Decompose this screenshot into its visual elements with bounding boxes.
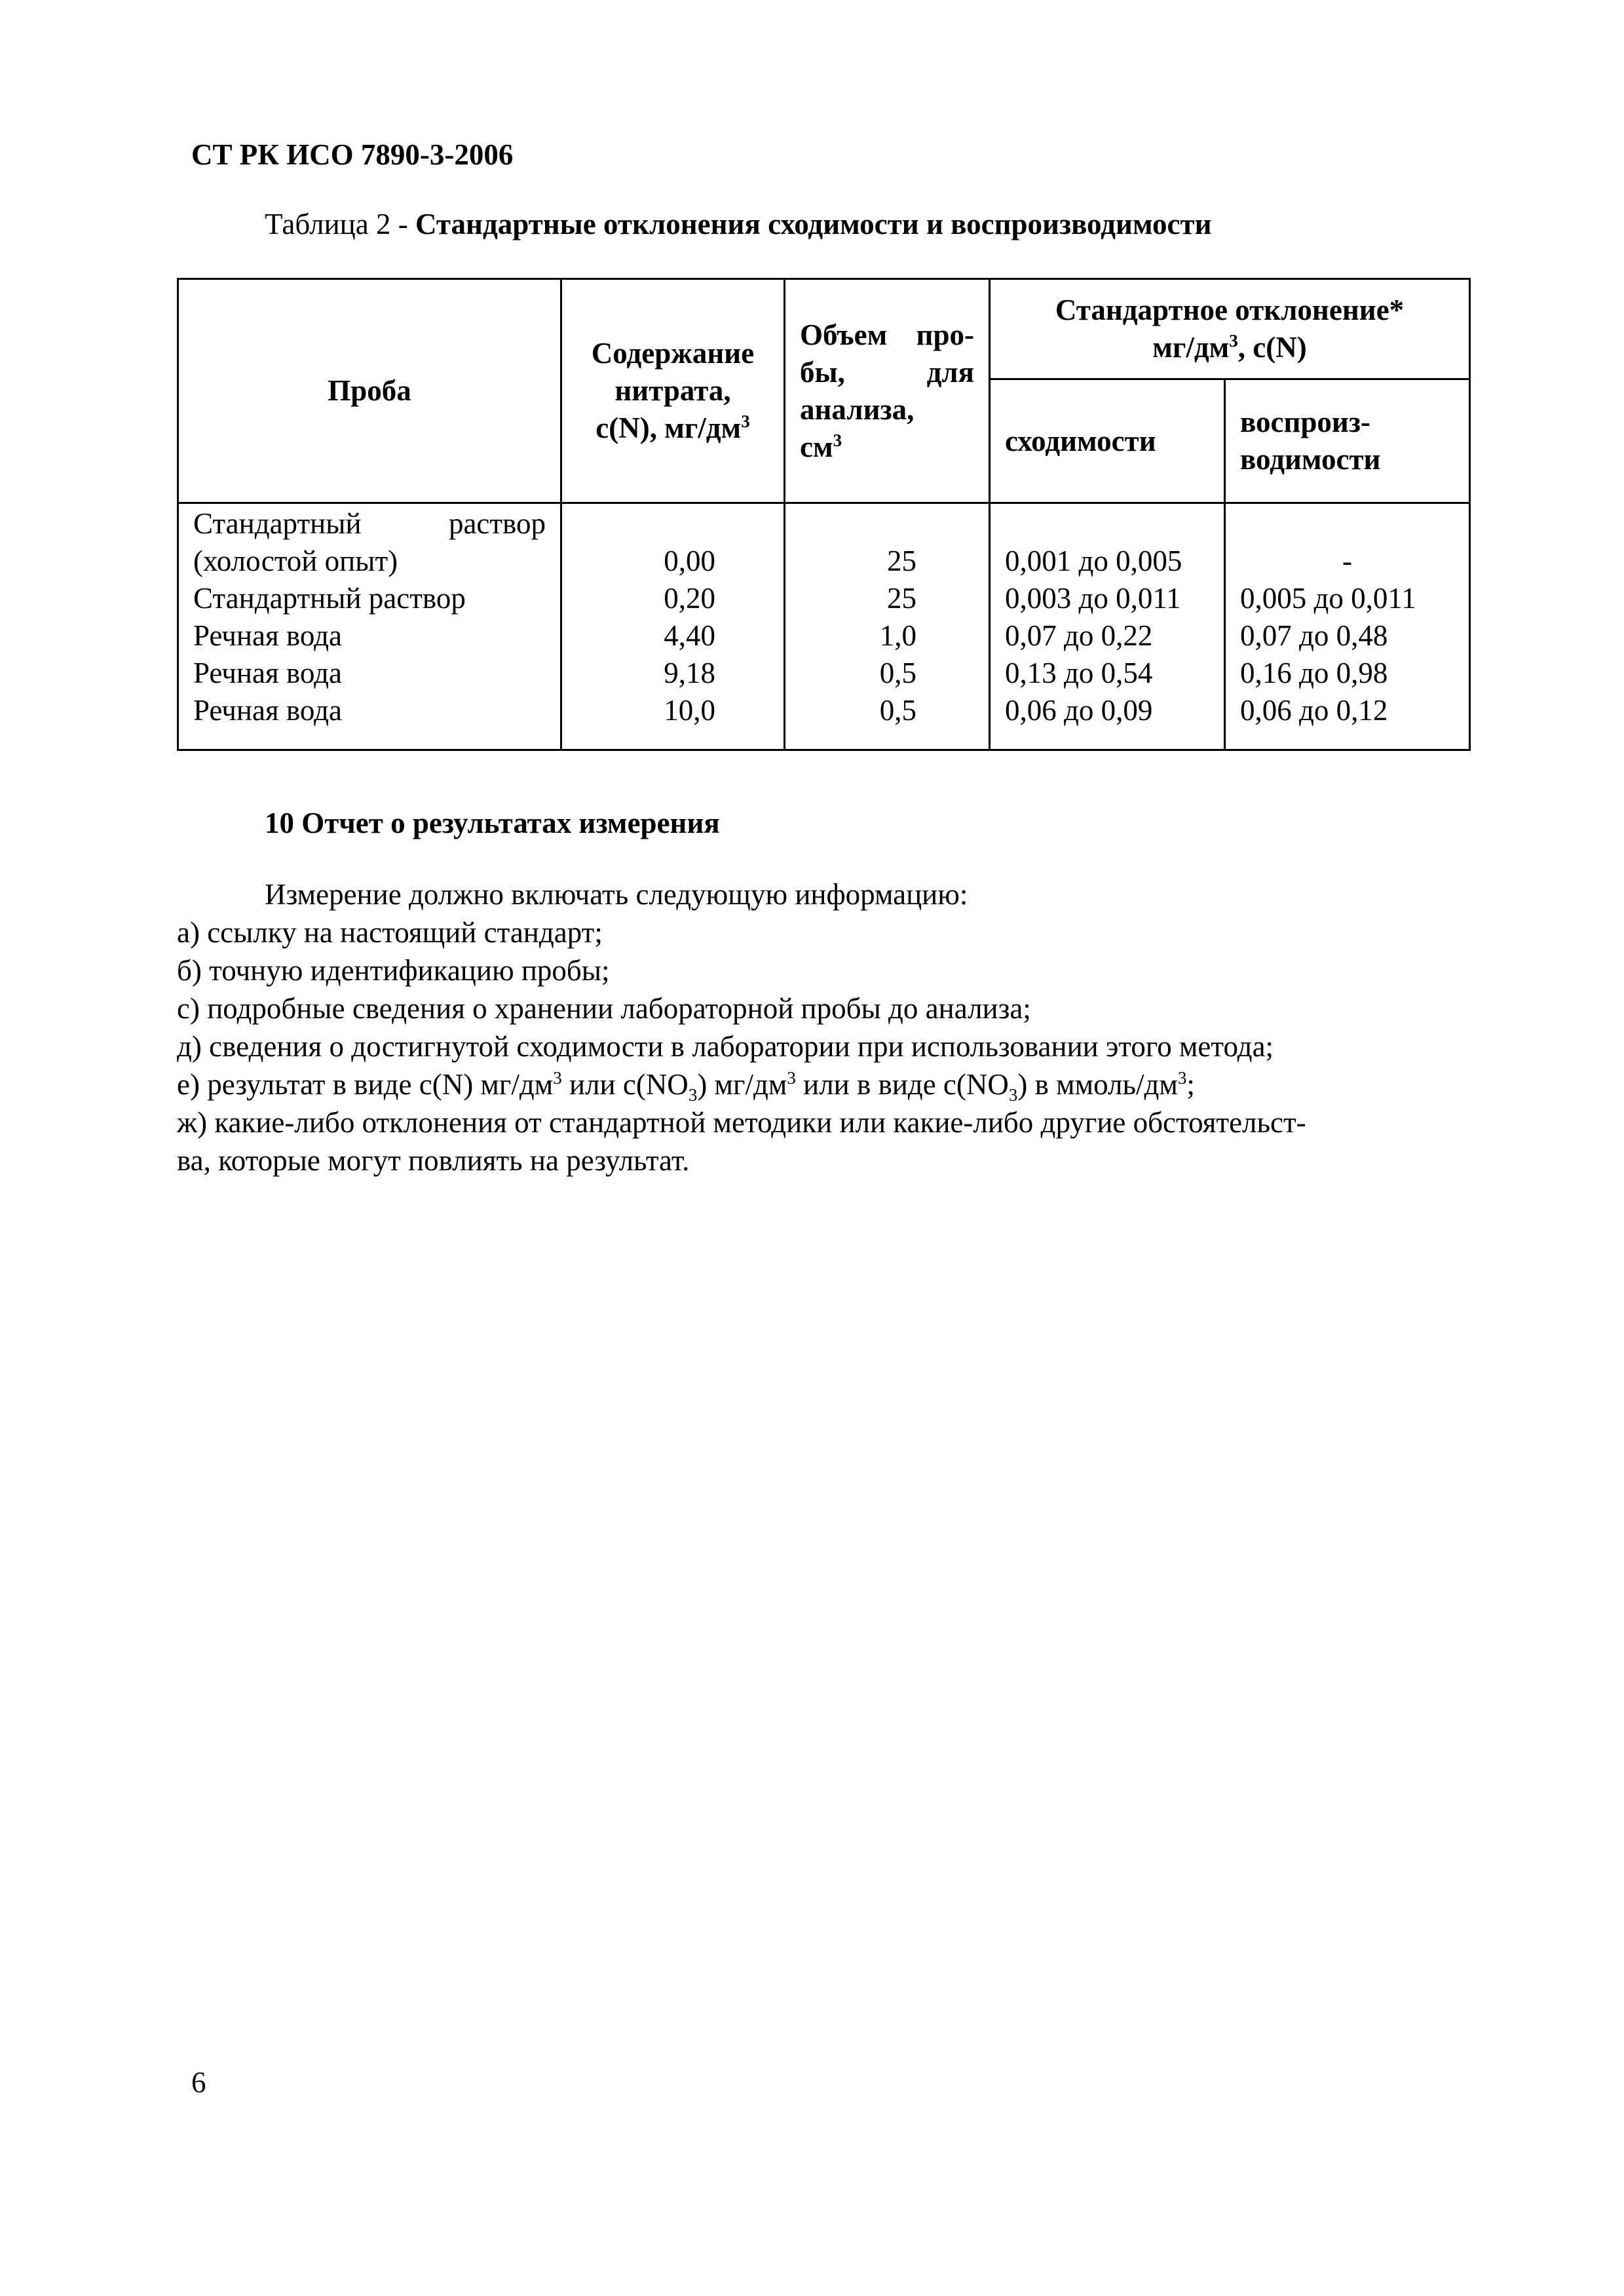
header-std-line2 (1005, 329, 1454, 366)
report-intro: Измерение должно включать следующую информацию: (265, 878, 968, 911)
reproducibility-row5: 0,06 до 0,12 (1240, 694, 1388, 727)
report-item-b: б) точную идентификацию пробы; (177, 954, 610, 987)
header-volume-sup: 3 (833, 430, 842, 450)
item-e-part1: е) результат в виде c(N) мг/дм (177, 1068, 554, 1101)
repeatability-row5: 0,06 до 0,09 (1005, 694, 1153, 727)
header-content-sup: 3 (741, 411, 750, 431)
item-e-sup1: 3 (553, 1068, 562, 1088)
probe-row2: Стандартный раствор (193, 582, 466, 615)
report-item-c: с) подробные сведения о хранении лабораторной пробы до анализа; (177, 992, 1031, 1025)
report-item-e (177, 1065, 1474, 1103)
probe-row3: Речная вода (193, 619, 342, 652)
repeatability-row1: 0,001 до 0,005 (1005, 545, 1182, 577)
header-content-line1: Содержание (591, 337, 755, 370)
item-e-part3: ) мг/дм (697, 1068, 787, 1101)
column-reproducibility (1225, 503, 1470, 750)
report-item-d: д) сведения о достигнутой сходимости в лаборатории при использовании этого метода; (177, 1030, 1274, 1063)
report-requirements (177, 875, 1474, 1179)
content-row4: 9,18 (664, 657, 715, 689)
item-e-part6: ; (1186, 1068, 1195, 1101)
volume-row5: 0,5 (879, 694, 916, 727)
header-volume-line1 (800, 316, 974, 354)
header-reproducibility (1225, 379, 1470, 503)
header-volume-word1: Объем (800, 318, 888, 351)
reproducibility-row2: 0,005 до 0,011 (1240, 582, 1416, 615)
table-header-row (178, 279, 1470, 379)
reproducibility-row3: 0,07 до 0,48 (1240, 619, 1388, 652)
section-heading: 10 Отчет о результатах измерения (265, 807, 720, 839)
header-std-unit: мг/дм (1152, 331, 1230, 364)
header-volume-line4 (800, 429, 974, 466)
header-content-line3 (576, 410, 769, 447)
deviation-table (177, 278, 1471, 751)
item-e-part2: или c(NO (561, 1068, 689, 1101)
page-number: 6 (191, 2066, 206, 2099)
content-row5: 10,0 (664, 694, 715, 727)
header-probe: Проба (178, 279, 561, 503)
header-repeatability: сходимости (990, 379, 1225, 503)
header-volume-word4: для (926, 355, 974, 389)
item-e-sub2: 3 (1008, 1085, 1018, 1105)
header-std-sup: 3 (1229, 331, 1238, 351)
repeatability-spacer (1005, 505, 1209, 543)
content-row3: 4,40 (664, 619, 715, 652)
repeatability-row4: 0,13 до 0,54 (1005, 657, 1153, 689)
header-repr-line1: воспроиз- (1240, 406, 1370, 438)
table-caption (265, 206, 1212, 242)
reproducibility-spacer (1240, 505, 1454, 543)
header-sample-volume (785, 279, 990, 503)
header-volume-line3: анализа, (800, 392, 915, 426)
header-std-cn: , c(N) (1237, 331, 1307, 364)
probe-row1-line2: (холостой опыт) (193, 545, 398, 577)
header-volume-unit: см (800, 430, 833, 463)
column-repeatability (990, 503, 1225, 750)
report-item-zh-line1: ж) какие-либо отклонения от стандартной методики или какие-либо другие обстоятельст- (177, 1106, 1306, 1139)
report-item-a: а) ссылку на настоящий стандарт; (177, 916, 603, 949)
content-row2: 0,20 (664, 582, 715, 615)
table-body-row (178, 503, 1470, 750)
volume-row3: 1,0 (879, 619, 916, 652)
header-standard-deviation (990, 279, 1470, 379)
item-e-sub1: 3 (688, 1085, 698, 1105)
probe-row1-line1 (193, 505, 546, 543)
probe-row1-word2: раствор (448, 507, 546, 540)
column-content (561, 503, 785, 750)
table-caption-title: Стандартные отклонения сходимости и воспроизводимости (415, 208, 1212, 240)
table-caption-prefix: Таблица 2 - (265, 208, 415, 240)
header-std-line1: Стандартное отклонение* (1055, 294, 1405, 326)
probe-row1-word1: Стандартный (193, 507, 362, 540)
header-volume-word3: бы, (800, 355, 845, 389)
item-e-part5: ) в ммоль/дм (1017, 1068, 1178, 1101)
item-e-sup2: 3 (787, 1068, 796, 1088)
volume-row2: 25 (887, 582, 916, 615)
volume-spacer (800, 505, 916, 543)
probe-row4: Речная вода (193, 657, 342, 689)
header-repr-line2: водимости (1240, 443, 1381, 476)
content-row1: 0,00 (664, 545, 715, 577)
header-nitrate-content (561, 279, 785, 503)
header-volume-line2 (800, 354, 974, 391)
reproducibility-row1: - (1342, 545, 1352, 577)
volume-row1: 25 (887, 545, 916, 577)
column-probe (178, 503, 561, 750)
volume-row4: 0,5 (879, 657, 916, 689)
item-e-sup3: 3 (1177, 1068, 1187, 1088)
report-item-zh-line2: ва, которые могут повлиять на результат. (177, 1144, 690, 1177)
probe-row5: Речная вода (193, 694, 342, 727)
document-code: СТ РК ИСО 7890-3-2006 (191, 138, 514, 171)
reproducibility-row4: 0,16 до 0,98 (1240, 657, 1388, 689)
repeatability-row2: 0,003 до 0,011 (1005, 582, 1181, 615)
column-volume (785, 503, 990, 750)
content-spacer (576, 505, 715, 543)
repeatability-row3: 0,07 до 0,22 (1005, 619, 1153, 652)
header-volume-word2: про- (916, 318, 974, 351)
header-content-line2: нитрата, (614, 374, 731, 407)
item-e-part4: или в виде c(NO (795, 1068, 1009, 1101)
header-content-unit: c(N), мг/дм (595, 411, 742, 444)
